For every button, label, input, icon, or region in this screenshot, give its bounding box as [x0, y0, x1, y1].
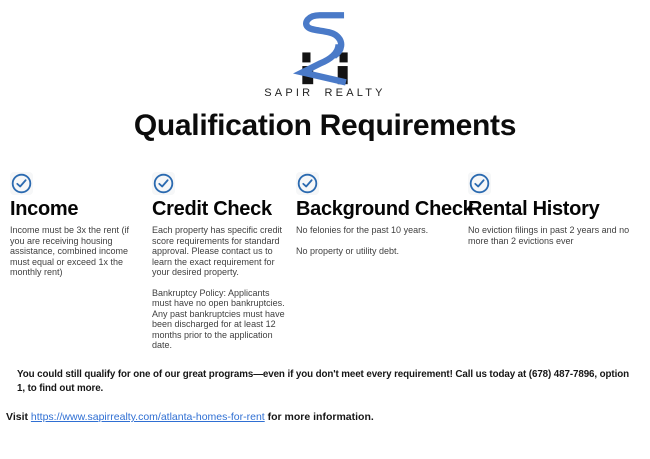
requirement-paragraph: No felonies for the past 10 years.	[296, 225, 429, 235]
requirement-title: Credit Check	[152, 198, 272, 220]
requirement-title: Income	[10, 198, 79, 220]
check-icon	[152, 172, 175, 195]
requirement-body	[468, 225, 641, 246]
requirement-body	[152, 225, 288, 351]
website-link[interactable]: https://www.sapirrealty.com/atlanta-homes-for-rent	[30, 411, 265, 423]
check-icon	[468, 172, 491, 195]
promo-text: You could still qualify for one of our great programs—even if you don't meet every requirement! Call us today at (678) 487-7896, option 1, to find out more.	[17, 369, 629, 394]
requirement-title: Rental History	[468, 198, 600, 220]
check-icon	[296, 172, 319, 195]
requirement-body	[10, 225, 141, 278]
requirement-paragraph: Each property has specific credit score requirements for standard approval. Please contact us to learn the exact requirement for your desired property.	[152, 225, 283, 277]
visit-prefix: Visit	[6, 411, 31, 423]
requirement-background-check	[296, 172, 474, 361]
visit-suffix: for more information.	[264, 411, 374, 423]
requirement-credit-check	[152, 172, 288, 361]
requirement-income	[10, 172, 141, 361]
requirements-columns	[10, 172, 641, 361]
check-icon	[10, 172, 33, 195]
sapir-realty-logo	[286, 8, 364, 86]
requirement-paragraph: Income must be 3x the rent (if you are receiving housing assistance, combined income must equal or exceed 1x the monthly rent)	[10, 225, 130, 277]
requirement-paragraph: No property or utility debt.	[296, 245, 400, 256]
requirement-rental-history	[468, 172, 641, 361]
requirement-body	[296, 225, 459, 256]
page-title: Qualification Requirements	[133, 109, 517, 142]
sapir-realty-logo-icon	[286, 8, 364, 86]
brand-name: SAPIR REALTY	[264, 87, 386, 99]
visit-line	[6, 410, 636, 424]
requirement-paragraph: Bankruptcy Policy: Applicants must have no open bankruptcies. Any past bankruptcies must have been discharged for at least 12 months prior to the application date.	[152, 287, 285, 350]
requirement-paragraph: No eviction filings in past 2 years and no more than 2 evictions ever	[468, 225, 630, 246]
requirement-title: Background Check	[296, 198, 474, 220]
